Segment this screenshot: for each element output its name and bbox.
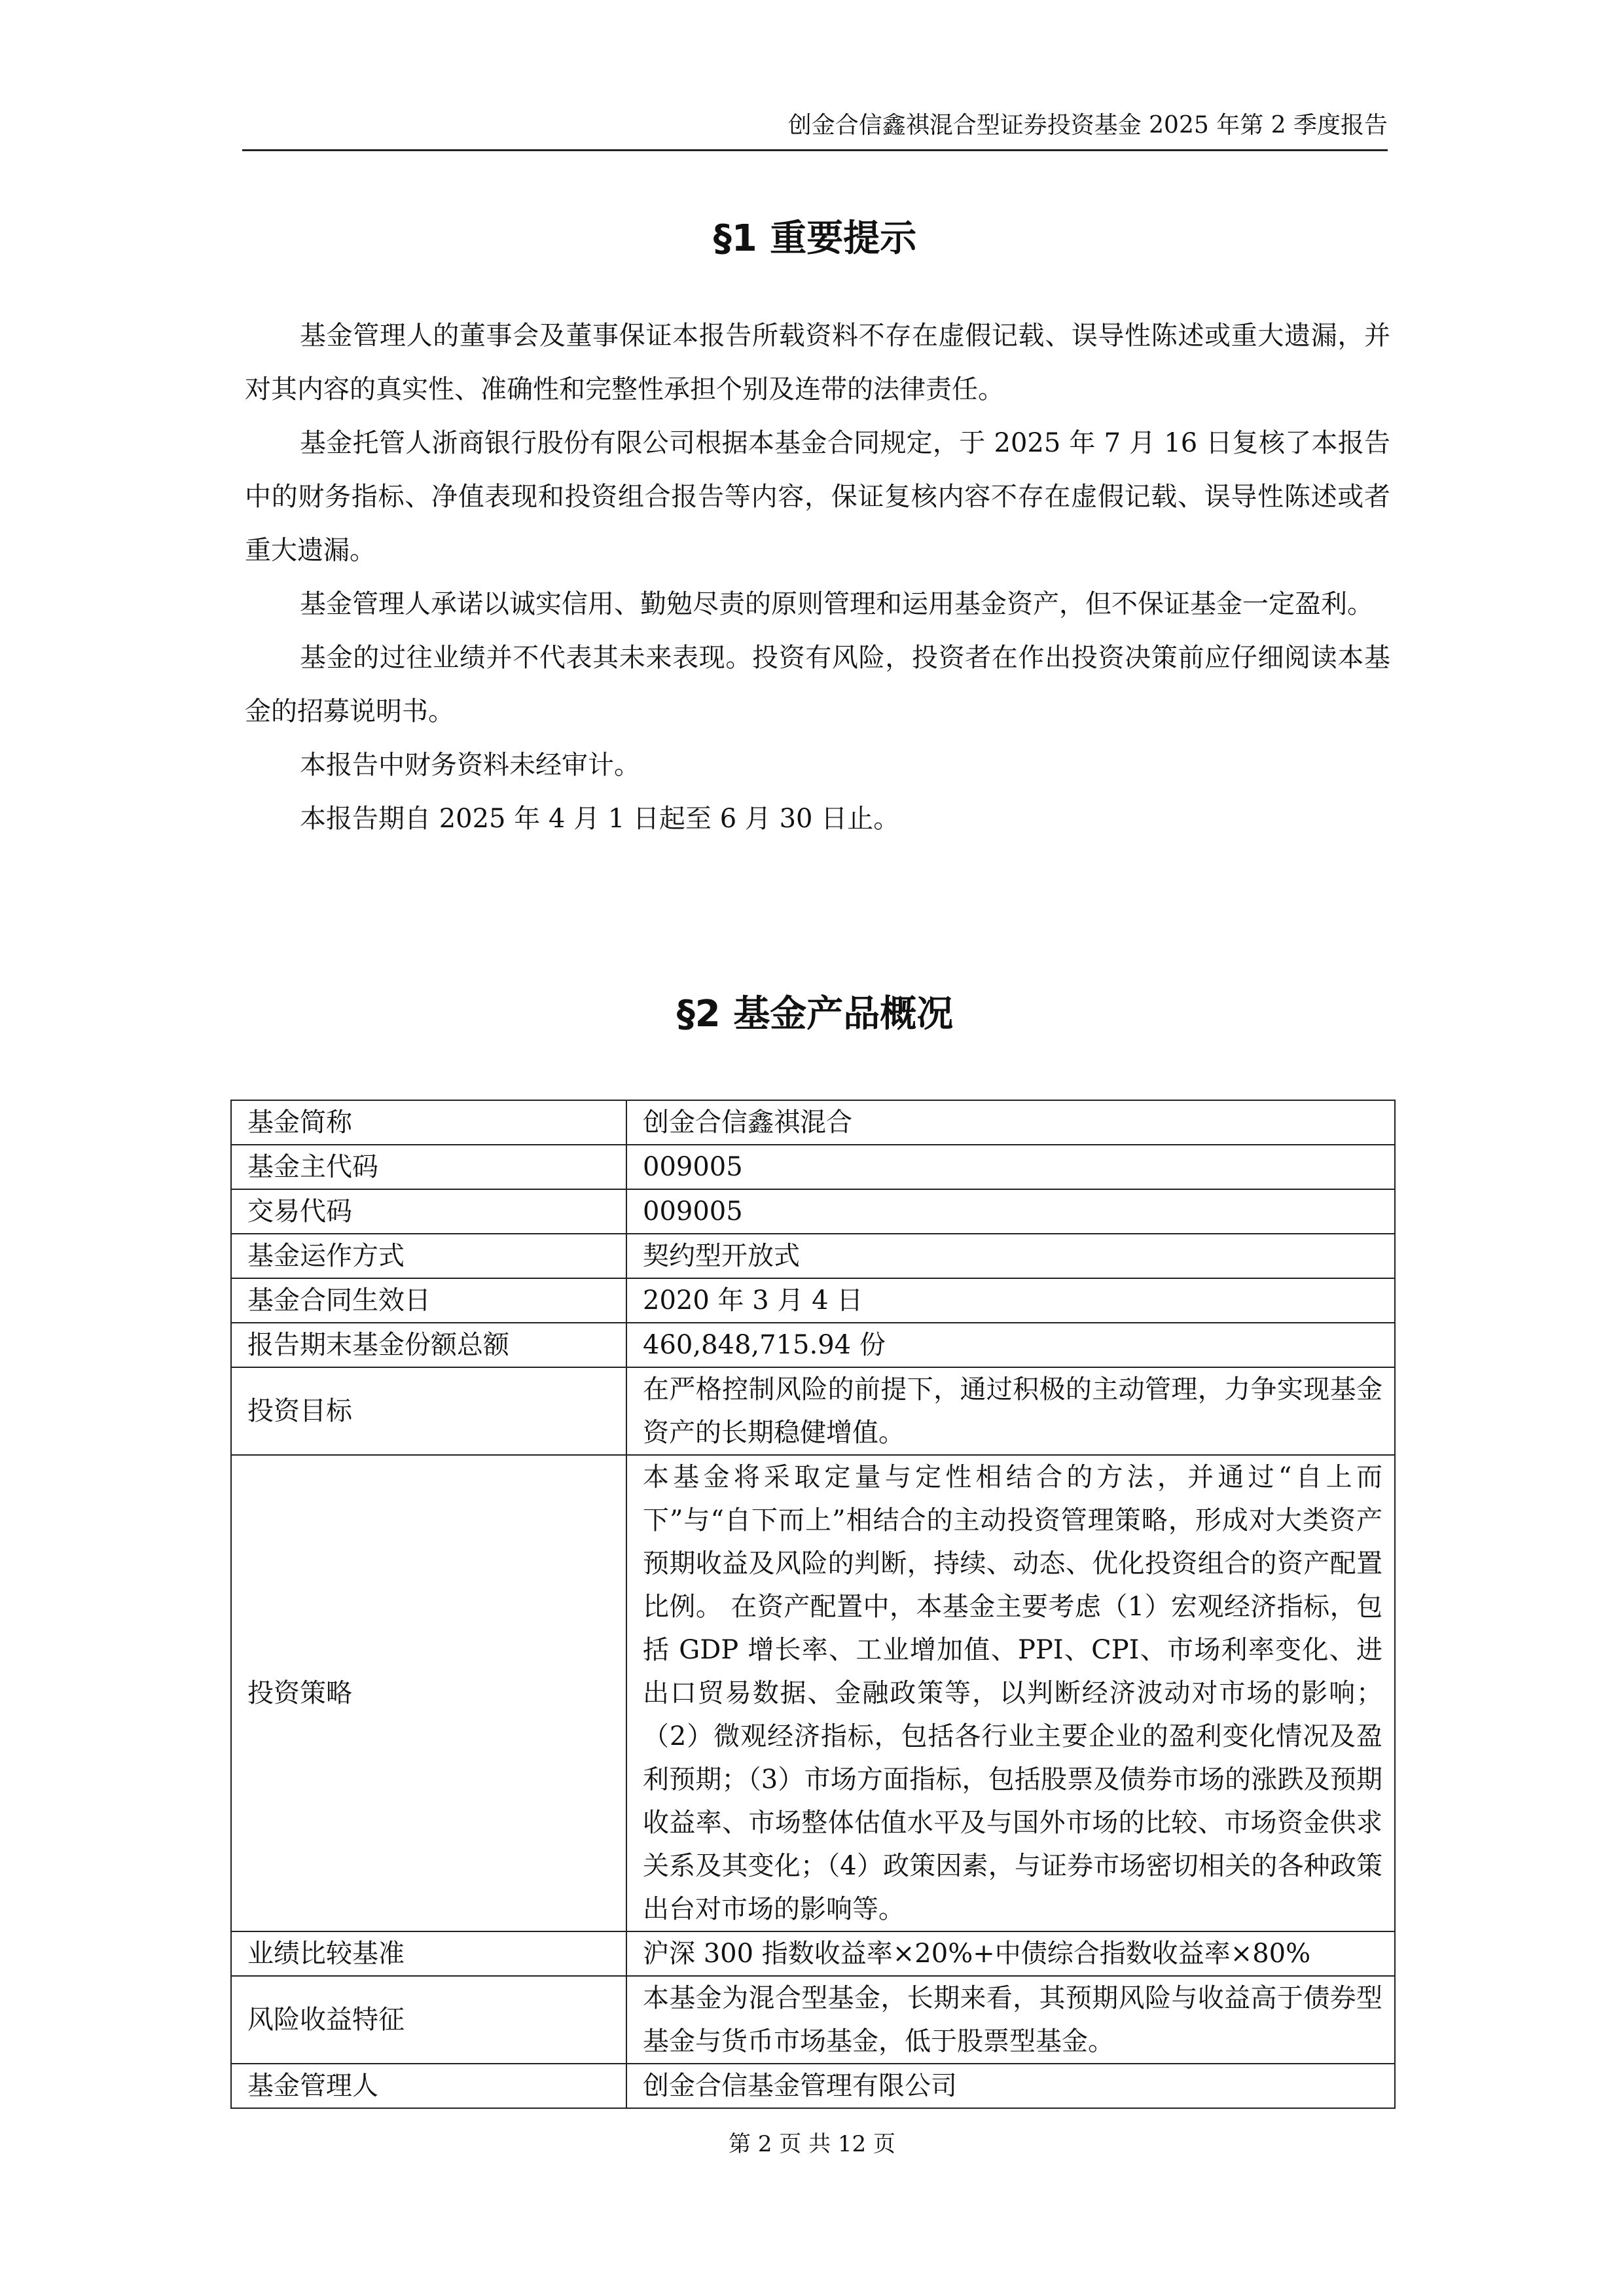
table-row — [231, 1145, 1395, 1189]
running-header — [242, 111, 1388, 151]
row-value: 创金合信基金管理有限公司 — [626, 2064, 1395, 2108]
row-label: 业绩比较基准 — [231, 1931, 626, 1976]
fund-overview-table — [230, 1100, 1396, 2109]
row-label: 交易代码 — [231, 1189, 626, 1234]
table-row — [231, 1100, 1395, 1145]
important-notice-body — [245, 309, 1390, 846]
notice-paragraph: 基金的过往业绩并不代表其未来表现。投资有风险，投资者在作出投资决策前应仔细阅读本基金的招募说明书。 — [245, 643, 1390, 726]
row-label: 报告期末基金份额总额 — [231, 1323, 626, 1367]
row-value: 在严格控制风险的前提下，通过积极的主动管理，力争实现基金资产的长期稳健增值。 — [626, 1367, 1395, 1455]
table-row — [231, 1189, 1395, 1234]
row-label: 基金主代码 — [231, 1145, 626, 1189]
table-row — [231, 1278, 1395, 1323]
section1-title: §1 重要提示 — [713, 217, 917, 260]
row-label: 基金合同生效日 — [231, 1278, 626, 1323]
row-value: 本基金将采取定量与定性相结合的方法，并通过“自上而下”与“自下而上”相结合的主动投资管理策略，形成对大类资产预期收益及风险的判断，持续、动态、优化投资组合的资产配置比例。 在资产配置中，本基金主要考虑（1）宏观经济指标，包括 GDP 增长率、工业增加值、PPI、CPI、市场利率变化、进出口贸易数据、金融政策等，以判断经济波动对市场的影响；（2）微观经济指标，包括各行业主要企业的盈利变化情况及盈利预期；（3）市场方面指标，包括股票及债券市场的涨跌及预期收益率、市场整体估值水平及与国外市场的比较、市场资金供求关系及其变化；（4）政策因素，与证券市场密切相关的各种政策出台对市场的影响等。 — [626, 1455, 1395, 1931]
row-label: 基金简称 — [231, 1100, 626, 1145]
row-label: 基金管理人 — [231, 2064, 626, 2108]
table-row — [231, 1367, 1395, 1455]
row-value: 沪深 300 指数收益率×20%+中债综合指数收益率×80% — [626, 1931, 1395, 1976]
table-row — [231, 2064, 1395, 2108]
row-value: 2020 年 3 月 4 日 — [626, 1278, 1395, 1323]
notice-paragraph: 本报告中财务资料未经审计。 — [300, 750, 640, 780]
row-label: 投资目标 — [231, 1367, 626, 1455]
row-label: 基金运作方式 — [231, 1234, 626, 1278]
running-header-title: 创金合信鑫祺混合型证券投资基金 2025 年第 2 季度报告 — [787, 112, 1388, 139]
section2-title: §2 基金产品概况 — [676, 993, 954, 1035]
table-row — [231, 1455, 1395, 1931]
notice-paragraph: 本报告期自 2025 年 4 月 1 日起至 6 月 30 日止。 — [300, 804, 900, 834]
row-value: 460,848,715.94 份 — [626, 1323, 1395, 1367]
table-row — [231, 1976, 1395, 2064]
row-label: 投资策略 — [231, 1455, 626, 1931]
row-label: 风险收益特征 — [231, 1976, 626, 2064]
table-row — [231, 1234, 1395, 1278]
row-value: 009005 — [626, 1189, 1395, 1234]
row-value: 本基金为混合型基金，长期来看，其预期风险与收益高于债券型基金与货币市场基金，低于股票型基金。 — [626, 1976, 1395, 2064]
notice-paragraph: 基金托管人浙商银行股份有限公司根据本基金合同规定，于 2025 年 7 月 16 日复核了本报告中的财务指标、净值表现和投资组合报告等内容，保证复核内容不存在虚假记载、误导性陈述或者重大遗漏。 — [245, 428, 1390, 565]
row-value: 契约型开放式 — [626, 1234, 1395, 1278]
notice-paragraph: 基金管理人承诺以诚实信用、勤勉尽责的原则管理和运用基金资产，但不保证基金一定盈利。 — [300, 589, 1373, 619]
row-value: 009005 — [626, 1145, 1395, 1189]
table-row — [231, 1323, 1395, 1367]
table-row — [231, 1931, 1395, 1976]
notice-paragraph: 基金管理人的董事会及董事保证本报告所载资料不存在虚假记载、误导性陈述或重大遗漏，并对其内容的真实性、准确性和完整性承担个别及连带的法律责任。 — [245, 321, 1390, 404]
page-number: 第 2 页 共 12 页 — [729, 2131, 895, 2157]
row-value: 创金合信鑫祺混合 — [626, 1100, 1395, 1145]
